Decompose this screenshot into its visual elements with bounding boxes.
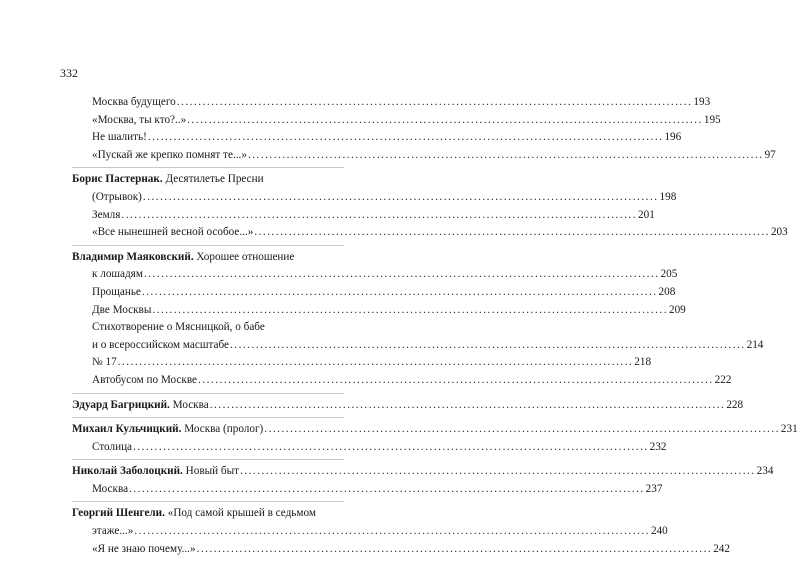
separator-line — [72, 245, 344, 246]
dot-leader: ........................................................................................................................ — [209, 398, 726, 411]
table-of-contents — [72, 94, 798, 558]
toc-entry-continued: Стихотворение о Мясницкой, о бабе — [92, 321, 265, 334]
entry-title: Москва будущего — [92, 96, 176, 108]
toc-author-entry — [72, 421, 798, 439]
entry-title: и о всероссийском масштабе — [92, 338, 229, 351]
author-name: Михаил Кульчицкий. — [72, 423, 182, 436]
dot-leader: ........................................................................................................................ — [141, 285, 658, 298]
separator-line — [72, 417, 344, 418]
page-ref: 228 — [726, 398, 744, 411]
entry-title: «Пускай же крепко помнят те...» — [92, 148, 247, 161]
page-ref: 218 — [634, 356, 652, 369]
work-title: Десятилетье Пресни — [162, 173, 264, 186]
separator-line — [72, 501, 344, 502]
page-ref: 193 — [693, 96, 711, 108]
toc-entry — [72, 284, 676, 302]
toc-author-entry — [72, 397, 744, 415]
page-ref: 240 — [650, 525, 668, 538]
dot-leader: ........................................................................................................................ — [147, 131, 664, 144]
toc-author-heading — [72, 171, 344, 189]
entry-title: Не шалить! — [92, 131, 147, 144]
toc-entry — [72, 129, 682, 147]
dot-leader: ........................................................................................................................ — [121, 208, 638, 221]
toc-entry — [72, 224, 788, 242]
toc-entry — [72, 112, 721, 130]
page-ref: 231 — [780, 423, 798, 436]
separator-line — [72, 167, 344, 168]
toc-entry — [72, 147, 776, 165]
toc-entry — [72, 266, 678, 284]
entry-title: Автобусом по Москве — [92, 373, 198, 386]
dot-leader: ........................................................................................................................ — [229, 338, 746, 351]
author-name: Борис Пастернак. — [72, 173, 163, 186]
dot-leader: ........................................................................................................................ — [196, 542, 713, 555]
dot-leader: ........................................................................................................................ — [254, 226, 770, 239]
work-title: Москва (пролог) — [181, 423, 264, 436]
entry-title: Москва — [92, 482, 129, 495]
entry-title — [72, 397, 209, 415]
work-title: Хорошее отношение — [193, 250, 295, 263]
dot-leader: ........................................................................................................................ — [198, 373, 714, 386]
toc-entry — [72, 439, 667, 457]
toc-entry — [72, 523, 668, 541]
page-ref: 242 — [713, 542, 730, 555]
entry-title: к лошадям — [92, 268, 143, 281]
page-ref: 97 — [764, 148, 776, 161]
page-ref: 195 — [703, 113, 721, 126]
entry-title — [72, 421, 263, 439]
work-title: «Под самой крышей в седьмом — [164, 507, 316, 520]
entry-title: Столица — [92, 440, 133, 453]
author-name: Георгий Шенгели. — [72, 507, 165, 520]
toc-entry — [72, 337, 764, 355]
author-name: Эдуард Багрицкий. — [72, 398, 170, 411]
dot-leader: ........................................................................................................................ — [264, 423, 780, 436]
entry-title: Прощанье — [92, 285, 141, 298]
author-name: Николай Заболоцкий. — [72, 465, 183, 478]
page-ref: 205 — [660, 268, 678, 281]
entry-title: «Москва, ты кто?..» — [92, 113, 187, 126]
entry-title: (Отрывок) — [92, 190, 142, 203]
page-ref: 237 — [645, 482, 663, 495]
toc-entry — [72, 481, 663, 499]
toc-entry — [72, 372, 732, 390]
work-title: Новый быт — [182, 465, 240, 478]
dot-leader: ........................................................................................................................ — [152, 303, 668, 316]
dot-leader: ........................................................................................................................ — [142, 190, 659, 203]
entry-title: «Все нынешней весной особое...» — [92, 226, 254, 239]
entry-title: «Я не знаю почему...» — [92, 542, 196, 555]
dot-leader: ........................................................................................................................ — [240, 465, 756, 478]
page-ref: 209 — [668, 303, 686, 316]
toc-author-heading — [72, 249, 344, 267]
author-name: Владимир Маяковский. — [72, 250, 194, 263]
dot-leader: ........................................................................................................................ — [247, 148, 764, 161]
page-ref: 198 — [659, 190, 677, 203]
page-ref: 201 — [638, 208, 655, 221]
dot-leader: ........................................................................................................................ — [133, 440, 649, 453]
entry-title: этаже...» — [92, 525, 134, 538]
dot-leader: ........................................................................................................................ — [187, 113, 703, 126]
dot-leader: ........................................................................................................................ — [129, 482, 645, 495]
dot-leader: ........................................................................................................................ — [117, 356, 634, 369]
entry-title: № 17 — [92, 356, 117, 369]
page-ref: 222 — [714, 373, 732, 386]
toc-entry — [72, 94, 711, 112]
toc-author-heading — [72, 505, 344, 523]
page-ref: 214 — [746, 338, 764, 351]
page-ref: 208 — [658, 285, 676, 298]
page-ref: 234 — [756, 465, 774, 478]
separator-line — [72, 459, 344, 460]
toc-entry — [72, 189, 677, 207]
entry-title — [72, 463, 239, 481]
entry-title: Две Москвы — [92, 303, 152, 316]
toc-entry — [72, 541, 730, 559]
toc-entry — [72, 207, 655, 225]
page-ref: 203 — [770, 226, 788, 239]
page-ref: 196 — [664, 131, 682, 144]
toc-author-entry — [72, 463, 774, 481]
dot-leader: ........................................................................................................................ — [176, 96, 693, 108]
separator-line — [72, 393, 344, 394]
page-number: 332 — [60, 66, 78, 80]
dot-leader: ........................................................................................................................ — [143, 268, 660, 281]
page-ref: 232 — [649, 440, 667, 453]
toc-entry — [72, 302, 686, 320]
work-title: Москва — [169, 398, 209, 411]
toc-entry — [72, 354, 652, 372]
entry-title: Земля — [92, 208, 121, 221]
dot-leader: ........................................................................................................................ — [134, 525, 650, 538]
